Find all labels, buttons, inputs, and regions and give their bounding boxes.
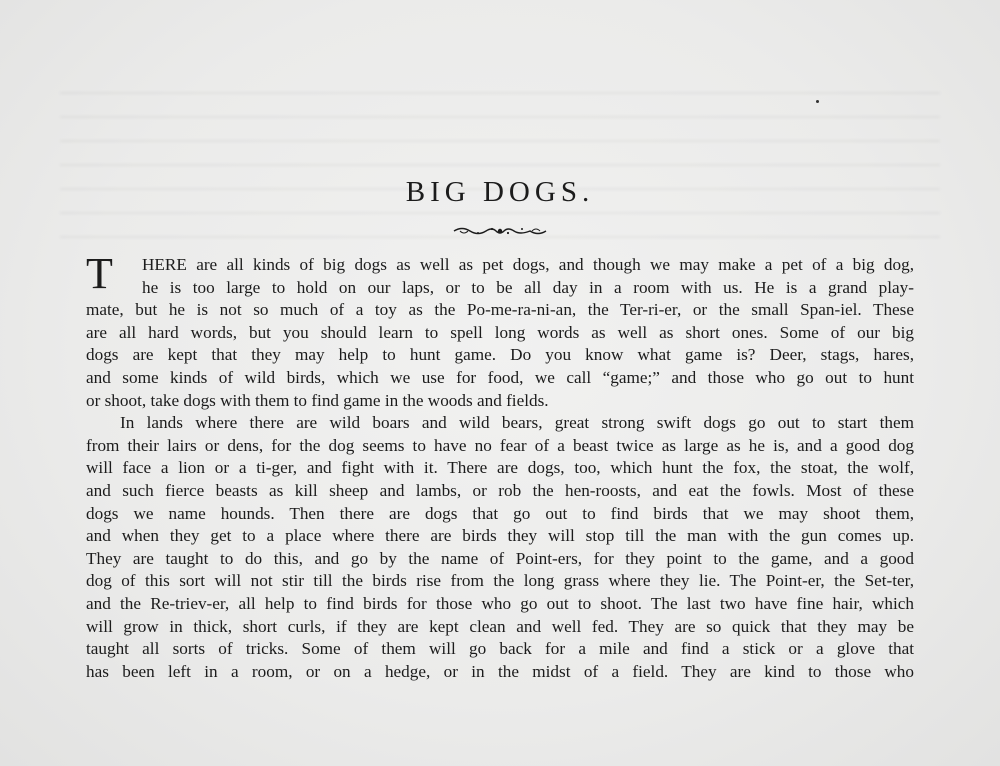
text-line: dogs we name hounds. Then there are dogs that go out to find birds that we may shoot them,	[86, 503, 914, 523]
text-line: will face a lion or a ti-ger, and fight with it. There are dogs, too, which hunt the fox, the stoat, the wolf,	[86, 458, 914, 478]
text-line: and such fierce beasts as kill sheep and lambs, or rob the hen-roosts, and eat the fowls. Most of these	[86, 480, 914, 500]
text-line: dogs are kept that they may help to hunt game. Do you know what game is? Deer, stags, hares,	[86, 345, 914, 365]
text-line: from their lairs or dens, for the dog seems to have no fear of a beast twice as large as he is, and a good dog	[86, 435, 914, 455]
flourish-ornament-icon	[452, 224, 548, 238]
text-line: In lands where there are wild boars and wild bears, great strong swift dogs go out to start them	[120, 413, 914, 433]
text-line: he is too large to hold on our laps, or to be all day in a room with us. He is a grand play-	[142, 277, 914, 297]
text-line: has been left in a room, or on a hedge, or in the midst of a field. They are kind to those who	[86, 661, 914, 681]
page-title: BIG DOGS.	[405, 176, 595, 208]
text-line: and the Re-triev-er, all help to find birds for those who go out to shoot. The last two have fine hair, which	[86, 593, 914, 613]
text-line: and when they get to a place where there are birds they will stop till the man with the gun comes up.	[86, 526, 914, 546]
story-text	[86, 249, 914, 683]
text-line: dog of this sort will not stir till the birds rise from the long grass where they lie. The Point-er, the Set-ter,	[86, 571, 914, 591]
text-line: will grow in thick, short curls, if they are kept clean and well fed. They are so quick that they may be	[86, 616, 914, 636]
text-line: taught all sorts of tricks. Some of them will go back for a mile and find a stick or a glove that	[86, 639, 914, 659]
text-line: HERE are all kinds of big dogs as well as pet dogs, and though we may make a pet of a big dog,	[142, 255, 914, 274]
text-line: are all hard words, but you should learn to spell long words as well as short ones. Some of our big	[86, 322, 914, 342]
text-line: or shoot, take dogs with them to find game in the woods and fields.	[86, 390, 549, 410]
text-line: mate, but he is not so much of a toy as the Po-me-ra-ni-an, the Ter-ri-er, or the small Span-iel. These	[86, 300, 914, 320]
text-line: and some kinds of wild birds, which we use for food, we call “game;” and those who go out to hunt	[86, 367, 914, 387]
drop-cap: T	[86, 249, 113, 298]
text-line: They are taught to do this, and go by the name of Point-ers, for they point to the game, and a good	[86, 548, 914, 568]
ink-speck	[816, 100, 819, 103]
